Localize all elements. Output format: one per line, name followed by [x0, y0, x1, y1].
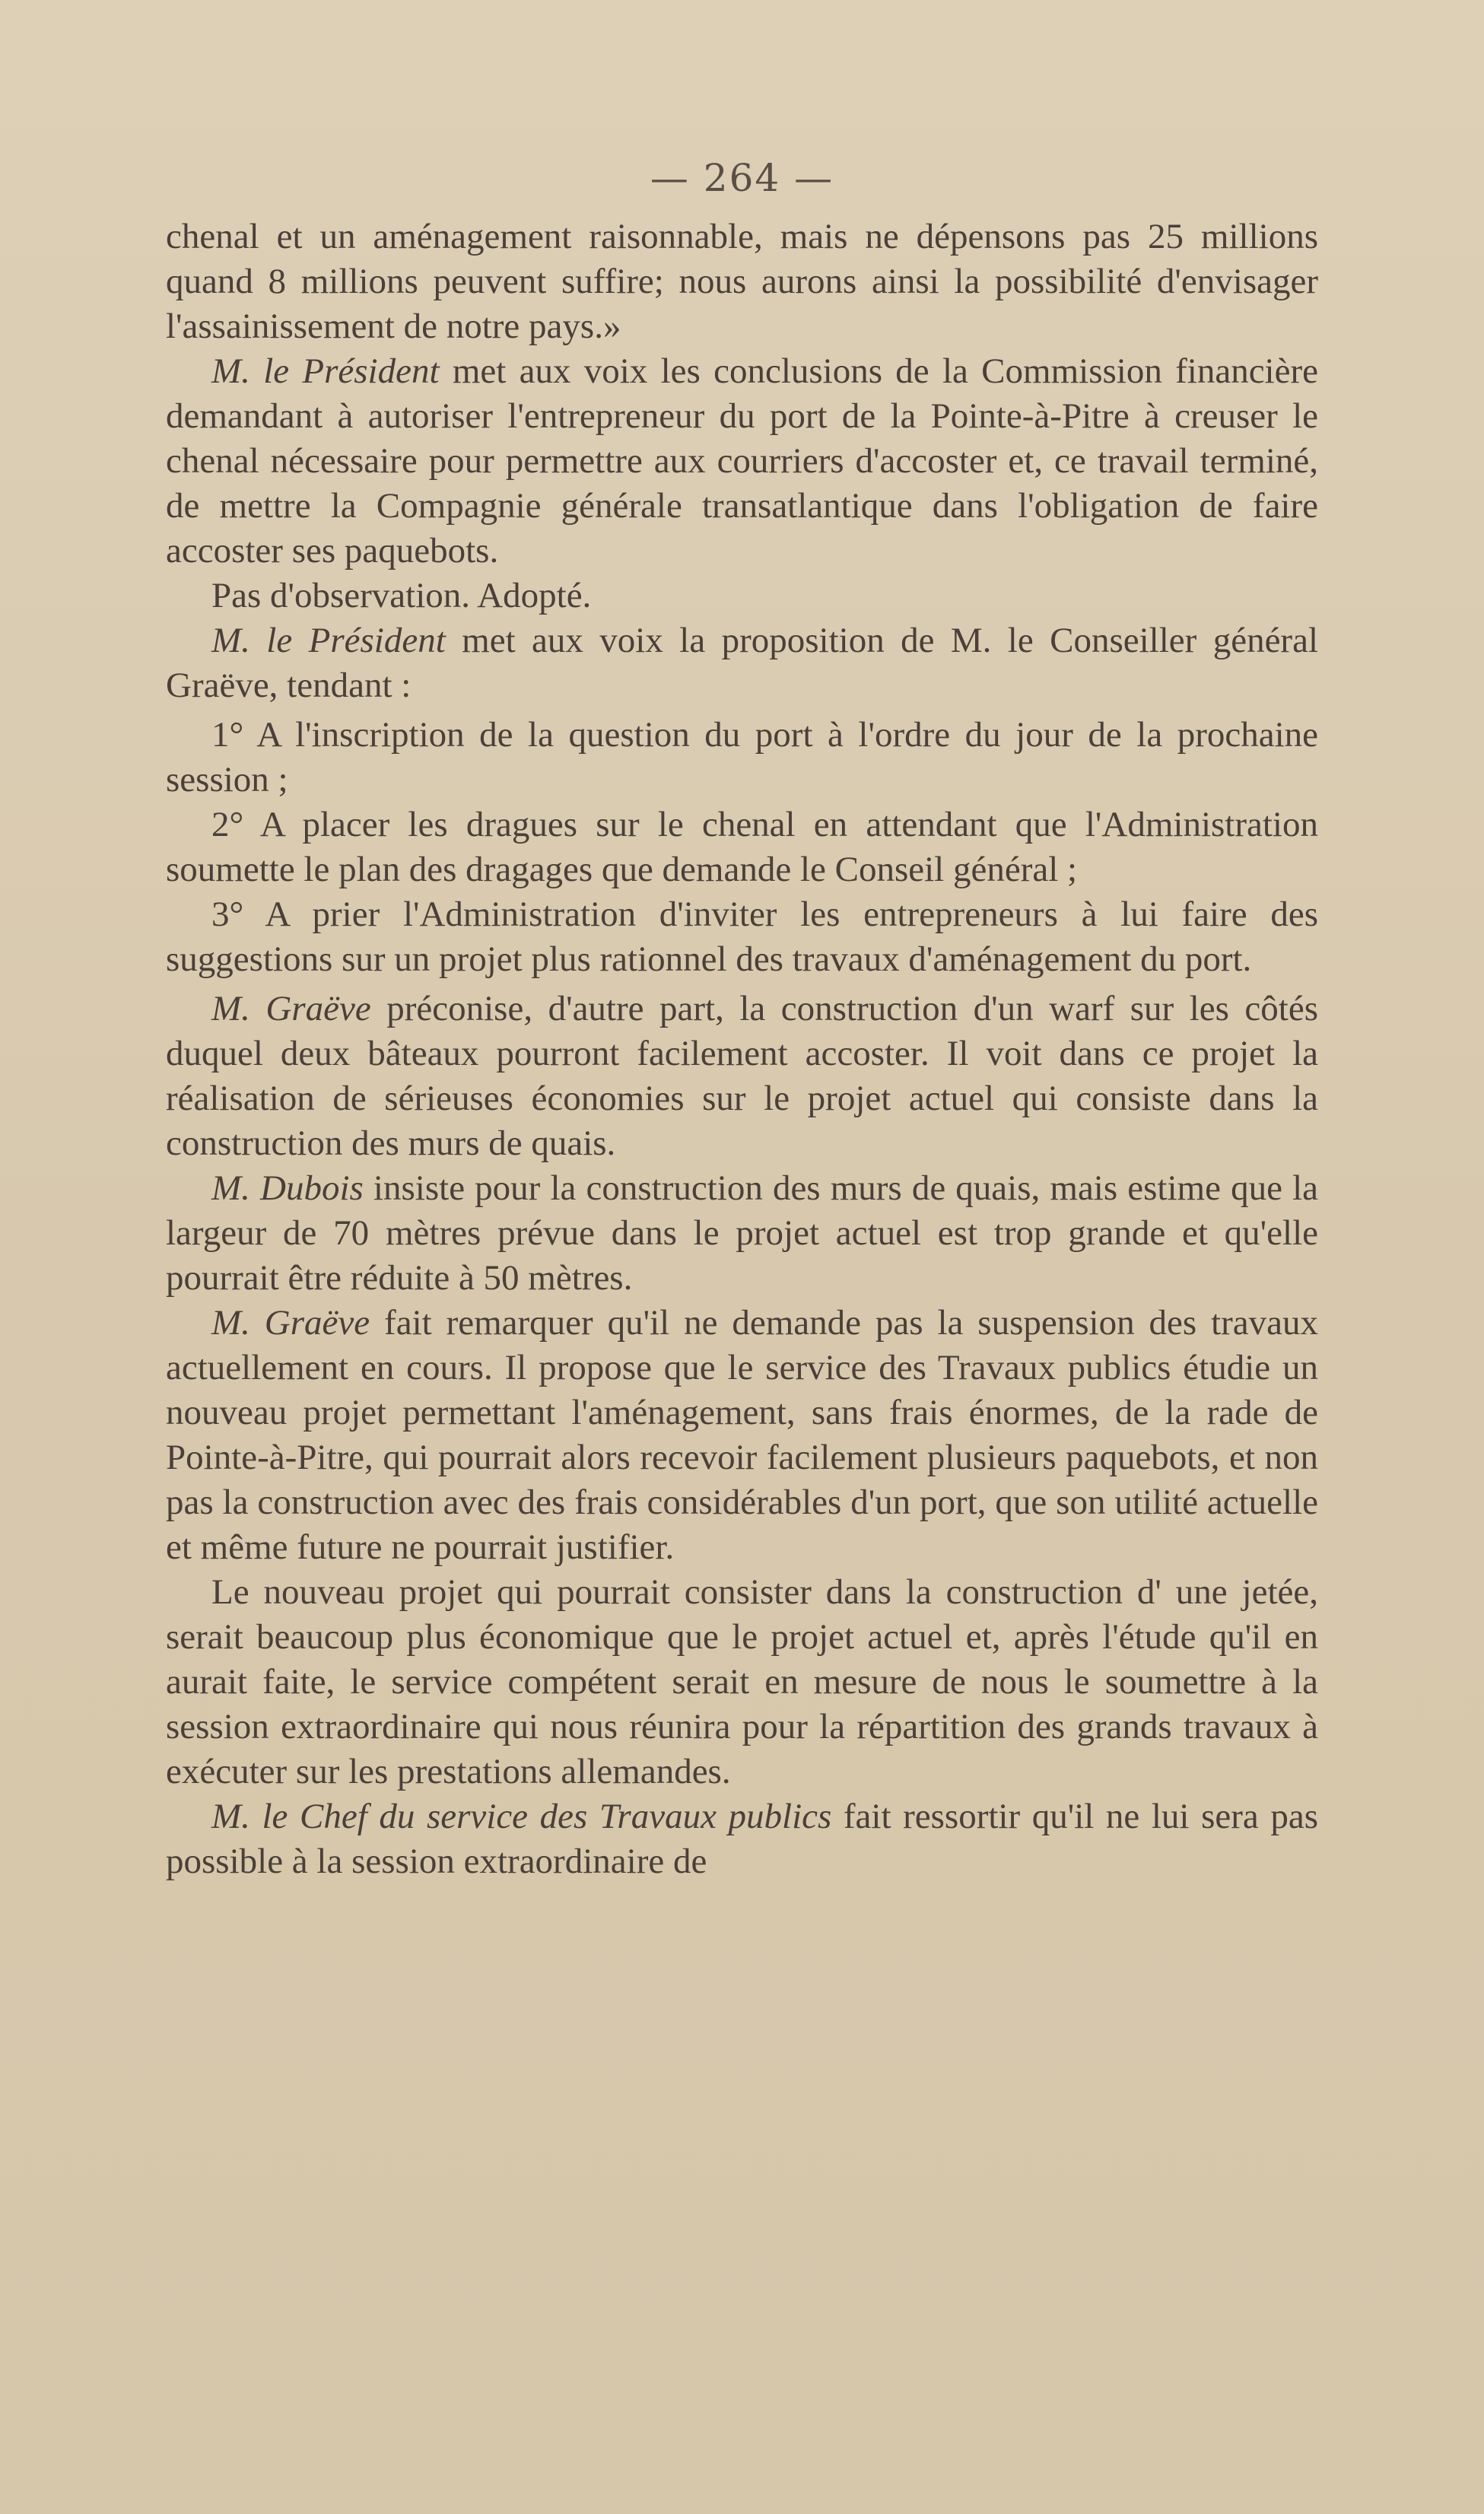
paragraph-president-commission — [166, 349, 1318, 574]
paragraph-text: 3° A prier l'Administration d'inviter les entrepreneurs à lui faire des suggestions sur un projet plus rationnel des travaux d'aménagement du port. — [166, 895, 1318, 979]
speaker-name: M. le Président — [211, 621, 446, 660]
speaker-name: M. le Président — [211, 351, 440, 391]
list-item-2 — [166, 803, 1318, 892]
paragraph-text: 2° A placer les dragues sur le chenal en attendant que l'Administration soumette le plan des dragages que demande le Conseil général ; — [166, 805, 1318, 889]
speaker-name: M. Dubois — [211, 1168, 364, 1208]
page-number: — 264 — — [650, 156, 834, 200]
paragraph-graeve-warf — [166, 987, 1318, 1166]
paragraph-text: met aux voix les conclusions de la Commission financière demandant à autoriser l'entrepreneur du port de la Pointe-à-Pitre à creuser le chenal nécessaire pour permettre aux courriers d'accoster et, ce travail terminé, de mettre la Compagnie générale transatlantique dans l'obligation de faire accoster ses paquebots. — [166, 351, 1318, 570]
speaker-name: M. Graëve — [211, 989, 371, 1028]
paragraph-dubois — [166, 1166, 1318, 1301]
speaker-name: M. Graëve — [211, 1303, 370, 1343]
paragraph-text: met aux voix la proposition de M. le Conseiller général Graëve, tendant : — [166, 621, 1319, 705]
paragraph-continuation — [166, 215, 1318, 349]
body-text — [166, 215, 1318, 1884]
paragraph-chef-travaux — [166, 1794, 1318, 1884]
paragraph-text: Le nouveau projet qui pourrait consister dans la construction d' une jetée, serait beaucoup plus économique que le projet actuel et, après l'étude qu'il en aurait faite, le service compétent serait en mesure de nous le soumettre à la session extraordinaire qui nous réunira pour la répartition des grands travaux à exécuter sur les prestations allemandes. — [166, 1572, 1318, 1791]
paragraph-text: Pas d'observation. Adopté. — [211, 576, 592, 615]
paragraph-text: préconise, d'autre part, la construction d'un warf sur les côtés duquel deux bâteaux pourront facilement accoster. Il voit dans ce projet la réalisation de sérieuses économies sur le projet actuel qui consiste dans la construction des murs de quais. — [166, 989, 1318, 1163]
paragraph-president-graeve-proposal — [166, 618, 1318, 708]
list-item-3 — [166, 892, 1318, 982]
paragraph-text: chenal et un aménagement raisonnable, mais ne dépensons pas 25 millions quand 8 millions peuvent suffire; nous aurons ainsi la possibilité d'envisager l'assainissement de notre pays.» — [166, 217, 1318, 346]
paragraph-graeve-remarks — [166, 1301, 1318, 1570]
paragraph-text: fait remarquer qu'il ne demande pas la suspension des travaux actuellement en cours. Il propose que le service des Travaux publics étudie un nouveau projet permettant l'aménagement, sans frais énormes, de la rade de Pointe-à-Pitre, qui pourrait alors recevoir facilement plusieurs paquebots, et non pas la construction avec des frais considérables d'un port, que son utilité actuelle et même future ne pourrait justifier. — [166, 1303, 1318, 1567]
paragraph-adopted — [166, 574, 1318, 618]
paragraph-new-project — [166, 1570, 1318, 1794]
speaker-name: M. le Chef du service des Travaux publics — [211, 1797, 832, 1836]
paragraph-text: 1° A l'inscription de la question du port à l'ordre du jour de la prochaine session ; — [166, 715, 1318, 799]
paragraph-text: insiste pour la construction des murs de quais, mais estime que la largeur de 70 mètres prévue dans le projet actuel est trop grande et qu'elle pourrait être réduite à 50 mètres. — [166, 1168, 1318, 1298]
paragraph-text: fait ressortir qu'il ne lui sera pas possible à la session extraordinaire de — [166, 1797, 1318, 1881]
list-item-1 — [166, 713, 1318, 803]
